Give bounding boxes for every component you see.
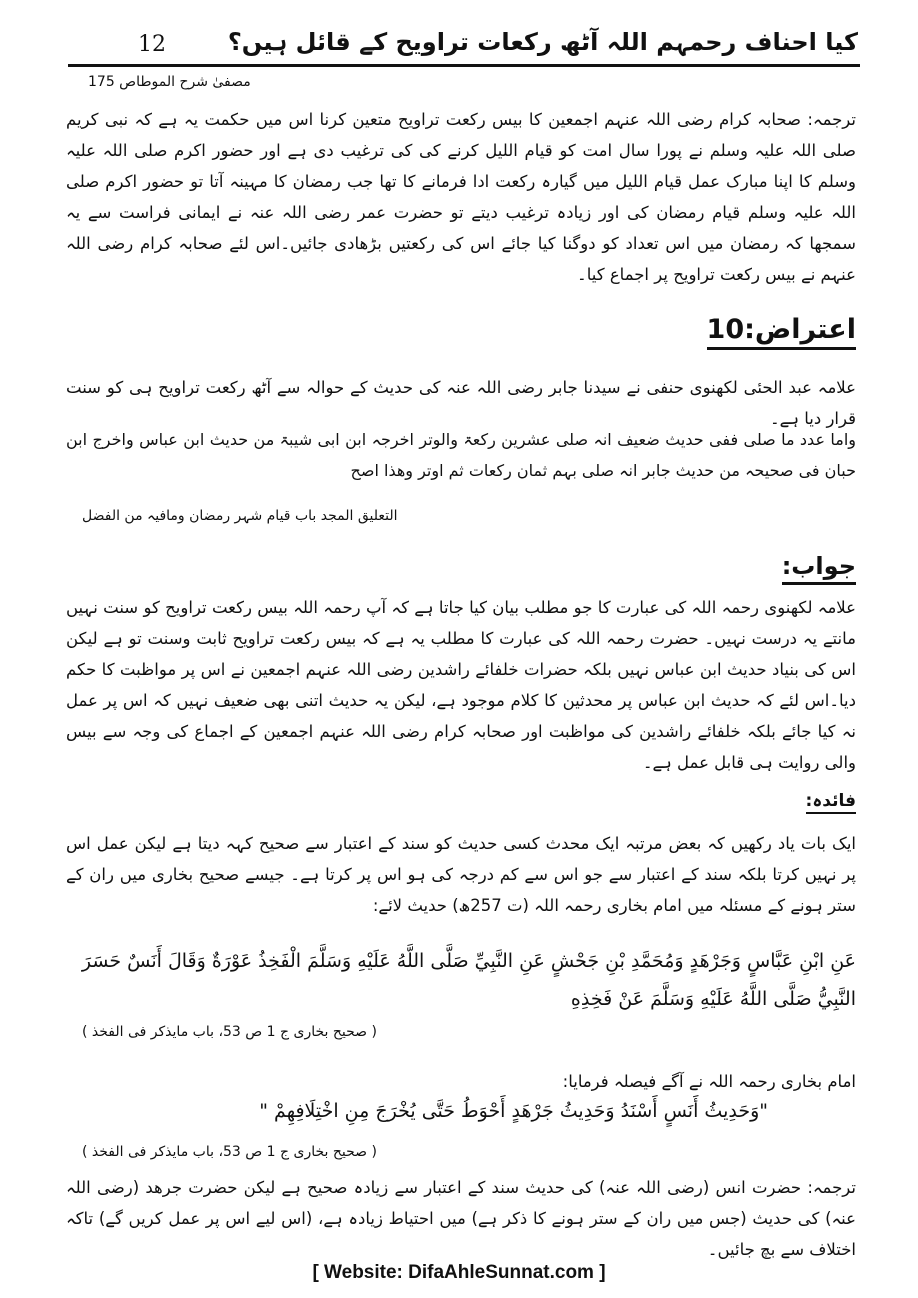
translation-paragraph-2: ترجمہ: حضرت انس (رضی اللہ عنہ) کی حدیث سند کے اعتبار سے زیادہ صحیح ہے لیکن حضرت جرھد (رضی اللہ عنہ) کی حدیث (جس میں ران کے ستر ہونے کا ذکر ہے) میں احتیاط زیادہ ہے، (اس لیے اس پر عمل کریں گے) تاکہ اختلاف سے بچ جائیں۔	[66, 1178, 856, 1259]
top-citation: مصفیٰ شرح الموطاص 175	[88, 74, 251, 90]
answer-paragraph: علامہ لکھنوی رحمہ اللہ کی عبارت کا جو مطلب بیان کیا جاتا ہے کہ آپ رحمہ اللہ بیس رکعت تراویح کو سنت نہیں مانتے یہ درست نہیں۔ حضرت رحمہ اللہ کی عبارت کا مطلب یہ ہے کہ بیس رکعت تراویح ثابت وسنت تو ہے لیکن اس کی بنیاد حدیث ابن عباس نہیں بلکہ حضرات خلفائے راشدین رضی اللہ عنہم اجمعین نے اس پر مواظبت کا حکم دیا۔اس لئے کہ حدیث ابن عباس پر محدثین کا کلام موجود ہے، لیکن یہ حدیث اتنی بھی ضعیف نہیں کہ اس پر عمل نہ کیا جائے بلکہ خلفائے راشدین کی مواظبت اور صحابہ کرام رضی اللہ عنہم اجمعین کے اجماع کی وجہ سے بیس والی روایت ہی قابل عمل ہے۔	[66, 598, 856, 772]
objection-heading: اعتراض:10	[707, 314, 856, 350]
hadith-reference-1: ( صحیح بخاری ج 1 ص 53، باب مایذکر فی الفخذ )	[82, 1024, 377, 1040]
benefit-heading: فائدہ:	[806, 790, 856, 814]
page-header	[68, 22, 858, 66]
page-number: 12	[138, 32, 166, 57]
translation-paragraph-1: ترجمہ: صحابہ کرام رضی اللہ عنہم اجمعین کا بیس رکعت تراویح متعین کرنا اس میں حکمت یہ ہے کہ نبی کریم صلی اللہ علیہ وسلم نے پورا سال امت کو قیام اللیل کرنے کی کی ترغیب دی ہے اور حضور اکرم صلی اللہ علیہ وسلم کا اپنا مبارک عمل قیام اللیل میں گیارہ رکعت ادا فرمانے کا تھا جب رمضان کا مہینہ آتا تو حضور اکرم صلی اللہ علیہ وسلم قیام رمضان کی اور زیادہ ترغیب دیتے تو حضرت عمر رضی اللہ عنہ نے ایمانی فراست سے یہ سمجھا کہ رمضان میں اس تعداد کو دوگنا کیا جائے اس کی رکعتیں بڑھادی جائیں۔اس لئے صحابہ کرام رضی اللہ عنہم نے بیس رکعت تراویح پر اجماع کیا۔	[66, 110, 856, 284]
answer-heading: جواب:	[782, 552, 856, 585]
hadith-arabic-1: عَنِ ابْنِ عَبَّاسٍ وَجَرْهَدٍ وَمُحَمَّدِ بْنِ جَحْشٍ عَنِ النَّبِيِّ صَلَّى اللَّهُ عَلَيْهِ وَسَلَّمَ الْفَخِذُ عَوْرَةٌ وَقَالَ أَنَسٌ حَسَرَ النَّبِيُّ صَلَّى اللَّهُ عَلَيْهِ وَسَلَّمَ عَنْ فَخِذِهِ	[81, 950, 856, 1010]
benefit-paragraph: ایک بات یاد رکھیں کہ بعض مرتبہ ایک محدث کسی حدیث کو سند کے اعتبار سے صحیح کہہ دیتا ہے لیکن عمل اس پر نہیں کرتا بلکہ سند کے اعتبار سے جو اس سے کم درجہ کی ہو اس پر کرتا ہے۔ جیسے صحیح بخاری میں ران کے ستر ہونے کے مسئلہ میں امام بخاری رحمہ اللہ (ت 257ھ) حدیث لائے:	[66, 834, 856, 915]
hadith-reference-2: ( صحیح بخاری ج 1 ص 53، باب مایذکر فی الفخذ )	[82, 1144, 377, 1160]
hadith-arabic-2: "وَحَدِيثُ أَنَسٍ أَسْنَدُ وَحَدِيثُ جَرْهَدٍ أَحْوَطُ حَتَّى يُخْرَجَ مِنِ اخْتِلَافِهِمْ "	[259, 1100, 768, 1122]
objection-text: علامہ عبد الحئی لکھنوی حنفی نے سیدنا جابر رضی اللہ عنہ کی حدیث کے حوالہ سے آٹھ رکعت تراویح ہی کو سنت قرار دیا ہے۔	[66, 378, 856, 428]
objection-reference: التعلیق المجد باب قیام شہر رمضان ومافیہ من الفضل	[82, 508, 398, 524]
bukhari-decision-intro: امام بخاری رحمہ اللہ نے آگے فیصلہ فرمایا:	[562, 1072, 856, 1091]
header-divider	[68, 64, 860, 67]
objection-arabic-quote: واما عدد ما صلی ففی حدیث ضعیف انہ صلی عشرین رکعۃ والوتر اخرجہ ابن ابی شیبۃ من حدیث ابن عباس واخرج ابن حبان فی صحیحہ من حدیث جابر انہ صلی بہم ثمان رکعات ثم اوتر وھذا اصح	[66, 430, 856, 480]
header-title: کیا احناف رحمہم اللہ آٹھ رکعات تراویح کے قائل ہیں؟	[227, 28, 858, 56]
website-footer: [ Website: DifaAhleSunnat.com ]	[312, 1262, 606, 1283]
